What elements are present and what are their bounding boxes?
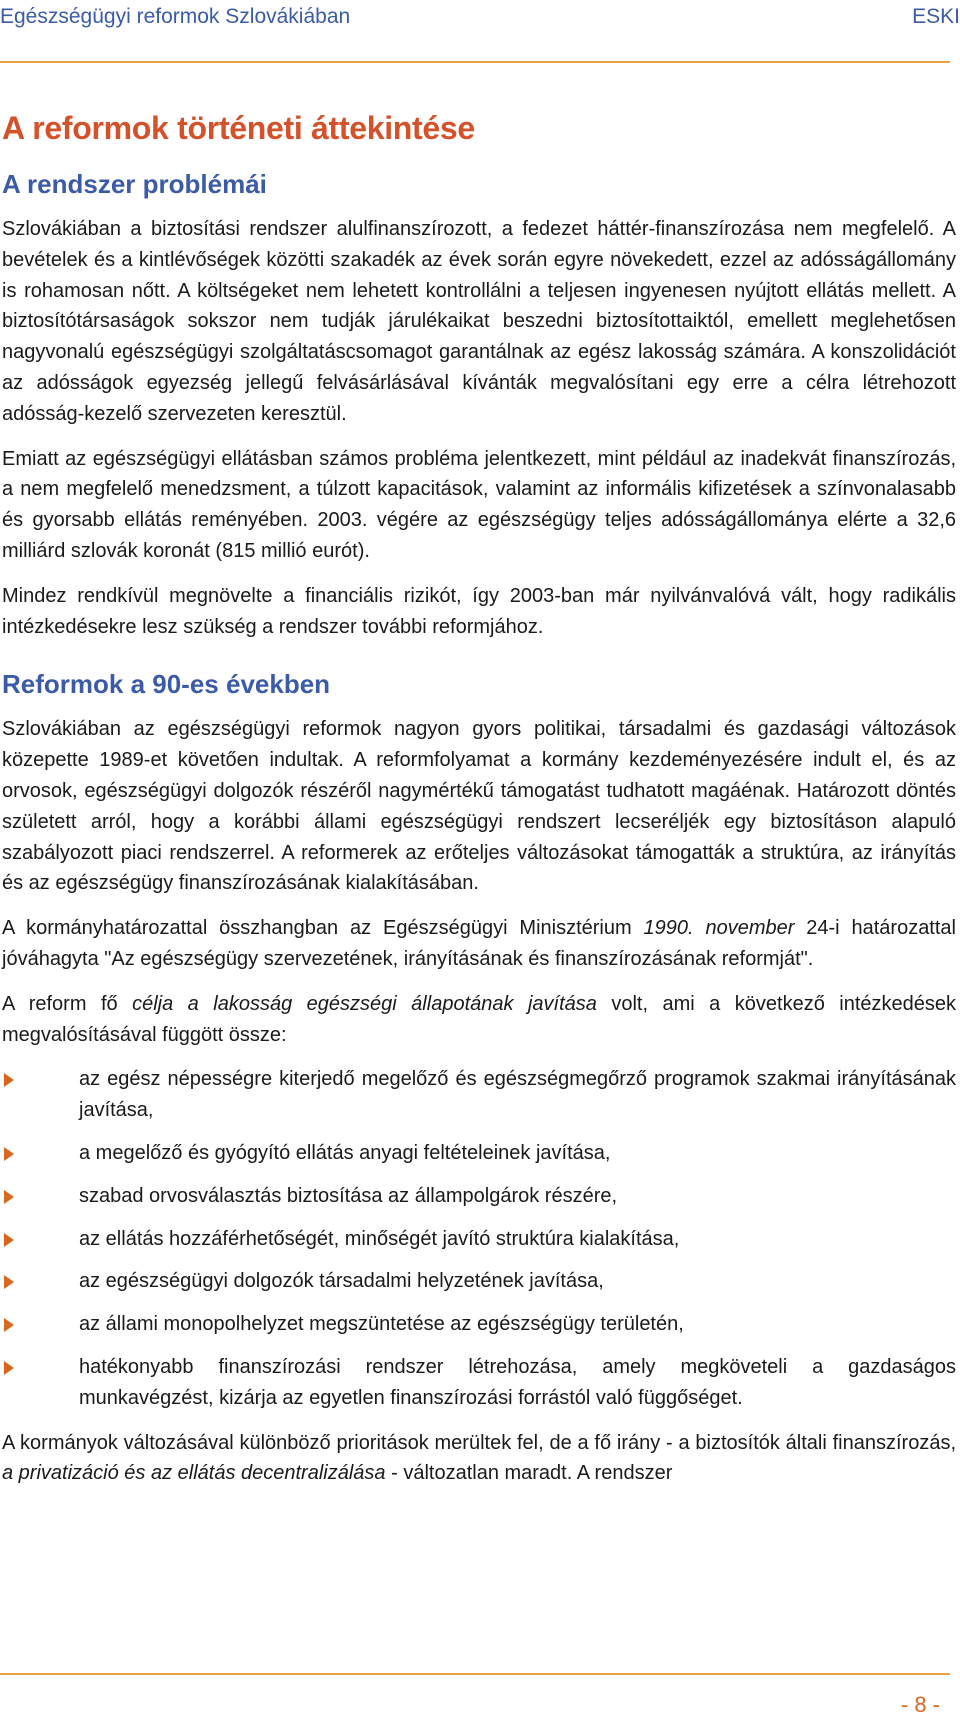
measures-list [2,1064,956,1413]
text-run: A kormányhatározattal összhangban az Egészségügyi Minisztérium [2,917,644,940]
paragraph: Emiatt az egészségügyi ellátásban számos probléma jelentkezett, mint például az inadekvát finanszírozás, a nem megfelelő menedzsment, a túlzott kapacitások, valamint az informális kifizetések a színvonalasabb és gyorsabb ellátás reményében. 2003. végére az egészségügy teljes adósságállománya elérte a 32,6 milliárd szlovák koronát (815 millió eurót). [2,447,956,562]
header-title: Egészségügyi reformok Szlovákiában [0,5,351,28]
list-item [2,1138,956,1169]
paragraph: Szlovákiában a biztosítási rendszer alulfinanszírozott, a fedezet háttér-finanszírozása nem megfelelő. A bevételek és a kintlévőségek közötti szakadék az évek során egyre növekedett, ezzel az adósságállomány is rohamosan nőtt. A költségeket nem lehetett kontrollálni a teljesen ingyenesen nyújtott ellátás mellett. A biztosítótársaságok sokszor nem tudják járulékaikat beszedni biztosítottaiktól, emellett meglehetősen nagyvonalú egészségügyi szolgáltatáscsomagot garantálnak az egész lakosság számára. A konszolidációt az adósságok egyezség jellegű felvásárlásával kívánták megvalósítani egy erre a célra létrehozott adósság-kezelő szervezeten keresztül. [2,218,956,425]
list-item [2,1309,956,1340]
document-content [2,108,956,1489]
arrow-bullet-icon [4,1190,14,1204]
header-divider [0,61,950,63]
italic-goal: célja a lakosság egészségi állapotának javítása [132,992,597,1015]
list-item-text: hatékonyabb finanszírozási rendszer létrehozása, amely megköveteli a gazdaságos munkavégzést, kizárja az egyetlen finanszírozási forrástól való függőséget. [79,1355,956,1409]
list-item [2,1266,956,1297]
text-run: A kormányok változásával különböző prioritások merültek fel, de a fő irány - a biztosítók általi finanszírozás, [2,1431,956,1454]
list-item [2,1181,956,1212]
page-header [0,0,960,40]
text-run: volt, ami a következő intézkedések megvalósításával függött össze: [2,992,957,1046]
paragraph-ministry-decision [2,913,956,975]
paragraph-reform-goal [2,989,956,1051]
list-item [2,1064,956,1126]
list-item [2,1224,956,1255]
text-run: - változatlan maradt. A rendszer [385,1462,673,1485]
arrow-bullet-icon [4,1147,14,1161]
list-item-text: a megelőző és gyógyító ellátás anyagi feltételeinek javítása, [79,1141,611,1164]
list-item-text: az egész népességre kiterjedő megelőző és egészségmegőrző programok szakmai irányításának javítása, [79,1068,956,1122]
italic-date: 1990. november [643,917,795,940]
arrow-bullet-icon [4,1233,14,1247]
arrow-bullet-icon [4,1073,14,1087]
list-item [2,1352,956,1414]
arrow-bullet-icon [4,1275,14,1289]
text-run: 24-i határozattal jóváhagyta "Az egészségügy szervezetének, irányításának és finanszírozásának reformját". [2,917,956,970]
list-item-text: az állami monopolhelyzet megszüntetése az egészségügy területén, [79,1313,684,1336]
list-item-text: szabad orvosválasztás biztosítása az állampolgárok részére, [79,1184,618,1207]
section-title-problems: A rendszer problémái [2,169,267,199]
list-item-text: az ellátás hozzáférhetőségét, minőségét javító struktúra kialakítása, [79,1227,680,1250]
section-title-90s-reforms: Reformok a 90-es években [2,669,331,700]
paragraph: Szlovákiában az egészségügyi reformok nagyon gyors politikai, társadalmi és gazdasági változások közepette 1989-et követően indultak. A reformfolyamat a kormány kezdeményezésére indult el, és az orvosok, egészségügyi dolgozók részéről nagymértékű támogatást tudhatott magáénak. Határozott döntés született arról, hogy a korábbi állami egészségügyi rendszert lecseréljék egy biztosításon alapuló szabályozott piaci rendszerrel. A reformerek az erőteljes változásokat támogatták a struktúra, az irányítás és az egészségügy finanszírozásának kialakításában. [2,718,956,895]
chapter-title: A reformok történeti áttekintése [2,110,475,146]
page-number: - 8 - [900,1692,940,1717]
paragraph-government-priorities [2,1428,956,1490]
paragraph: Mindez rendkívül megnövelte a financiális rizikót, így 2003-ban már nyilvánvalóvá vált, hogy radikális intézkedésekre lesz szükség a rendszer további reformjához. [2,584,956,638]
italic-privatization: a privatizáció és az ellátás decentralizálása [2,1462,386,1485]
text-run: A reform fő [2,992,133,1015]
arrow-bullet-icon [4,1361,14,1375]
header-organization: ESKI [912,5,960,28]
footer-divider [0,1673,950,1675]
list-item-text: az egészségügyi dolgozók társadalmi helyzetének javítása, [79,1270,604,1293]
arrow-bullet-icon [4,1318,14,1332]
